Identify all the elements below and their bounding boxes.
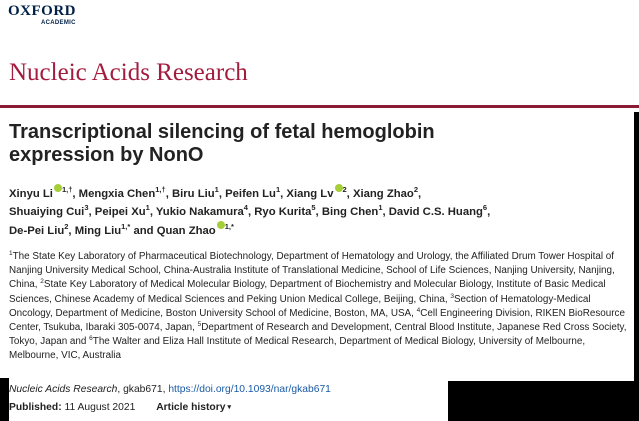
author-affil: 6 <box>482 202 488 212</box>
oxford-logo-sub: ACADEMIC <box>41 20 76 26</box>
doi-link[interactable]: https://doi.org/10.1093/nar/gkab671 <box>168 384 331 395</box>
affil-number: 3 <box>450 292 454 300</box>
article-title-line-1: Transcriptional silencing of fetal hemoglobin <box>9 121 435 143</box>
frame-edge-right <box>634 112 639 421</box>
article-title <box>9 121 624 167</box>
affil-number: 2 <box>40 278 44 286</box>
author-affil: 1,* <box>224 222 234 231</box>
citation-id: , gkab671, <box>117 384 169 395</box>
author-affil: 2 <box>413 185 419 194</box>
orcid-icon[interactable] <box>217 221 225 229</box>
article-history-toggle[interactable] <box>156 402 231 413</box>
affil-text: The State Key Laboratory of Pharmaceutical Biotechnology, Department of Hematology and Urology, the Affiliated Drum Tower Hospital of Nanjing University Medical School, China-Australia Institute of Translational Medicine, School of Life Sciences, Nanjing University, Nanjing, China, <box>9 251 615 291</box>
affiliations <box>9 250 633 364</box>
journal-title[interactable]: Nucleic Acids Research <box>9 59 248 86</box>
affil-text: Department of Research and Development, Central Blood Institute, Japanese Red Cross Society, Tokyo, Japan and <box>9 322 627 348</box>
author-affil: 2 <box>64 222 69 231</box>
affil-text: Section of Hematology-Medical Oncology, Department of Medicine, Boston University School of Medicine, Boston, MA, USA, <box>9 293 591 319</box>
frame-edge-bottom <box>448 381 639 421</box>
author-name[interactable]: Shuaiying Cui <box>9 205 85 218</box>
author-affil: 1,* <box>121 222 131 231</box>
affil-number: 1 <box>9 250 13 257</box>
author-name[interactable]: Peifen Lu <box>225 188 276 200</box>
published-date: 11 August 2021 <box>64 402 136 413</box>
author-affil: 1 <box>275 185 281 194</box>
author-affil: 3 <box>84 202 89 212</box>
oxford-logo[interactable]: OXFORD <box>8 3 76 19</box>
author-affil: 1 <box>214 185 219 194</box>
article-title-line-2: expression by NonO <box>9 144 204 166</box>
author-name[interactable]: Ryo Kurita <box>254 205 312 218</box>
author-name[interactable]: Peipei Xu <box>94 205 146 218</box>
frame-edge-left <box>0 378 9 421</box>
author-affil: 1,† <box>61 185 73 194</box>
author-name[interactable]: David C.S. Huang <box>388 205 483 218</box>
author-name[interactable]: Xiang Zhao <box>352 188 414 200</box>
author-name[interactable]: Bing Chen <box>321 205 379 218</box>
site-header <box>0 0 639 112</box>
affil-text: Cell Engineering Division, RIKEN BioResource Center, Tsukuba, Ibaraki 305-0074, Japan, <box>9 307 625 334</box>
author-name[interactable]: Biru Liu <box>171 188 215 200</box>
author-name[interactable]: Yukio Nakamura <box>155 205 244 218</box>
author-affil: 4 <box>243 202 248 212</box>
affil-text: State Key Laboratory of Medical Molecular Biology, Department of Biochemistry and Molecular Biology, Institute of Basic Medical Sciences, Chinese Academy of Medical Sciences and Peking Union Medical College, Beijing, China, <box>9 279 606 305</box>
affil-number: 5 <box>197 321 202 329</box>
author-name[interactable]: De-Pei Liu <box>9 225 65 237</box>
orcid-icon[interactable] <box>335 184 343 192</box>
affil-text: The Walter and Eliza Hall Institute of Medical Research, Department of Medical Biology, University of Melbourne, Melbourne, VIC, Australia <box>9 336 586 362</box>
citation-journal: Nucleic Acids Research <box>9 384 118 395</box>
publication-info <box>9 401 231 415</box>
caret-down-icon: ▾ <box>227 404 231 411</box>
author-name[interactable]: Quan Zhao <box>156 225 216 237</box>
author-name[interactable]: Xiang Lv <box>286 188 334 200</box>
orcid-icon[interactable] <box>54 184 62 192</box>
author-affil: 5 <box>311 202 316 212</box>
affil-number: 4 <box>416 306 421 314</box>
author-affil: 2 <box>342 185 347 194</box>
author-affil: 1 <box>378 202 383 212</box>
author-list: Xinyu Li $^{1,\dagger}$, Mengxia Chen$^{1,\dagger}$, Biru Liu$^1$, Peifen Lu$^1$, Xiang Lv $^2$, Xiang Zhao$^2$, Shuaiying Cui$^3$, Peipei Xu$^1$, Yukio Nakamura$^4$, Ryo Kurita$^5$, Bing Chen$^1$, David C.S. Huang$^6$, De-Pei Liu$^2$, Ming Liu$^{1,*}$ and Quan Zhao $^{1,*}$ <box>9 185 491 237</box>
citation-line <box>9 383 331 397</box>
author-and: and <box>133 225 154 237</box>
author-name[interactable]: Xinyu Li <box>9 188 53 200</box>
author-name[interactable]: Mengxia Chen <box>78 188 156 200</box>
author-affil: 1 <box>145 202 150 212</box>
author-affil: 1,† <box>155 185 166 194</box>
article-history-label: Article history <box>156 402 226 413</box>
affil-number: 6 <box>89 335 93 343</box>
author-name[interactable]: Ming Liu <box>74 225 122 237</box>
published-label: Published: <box>9 402 62 413</box>
